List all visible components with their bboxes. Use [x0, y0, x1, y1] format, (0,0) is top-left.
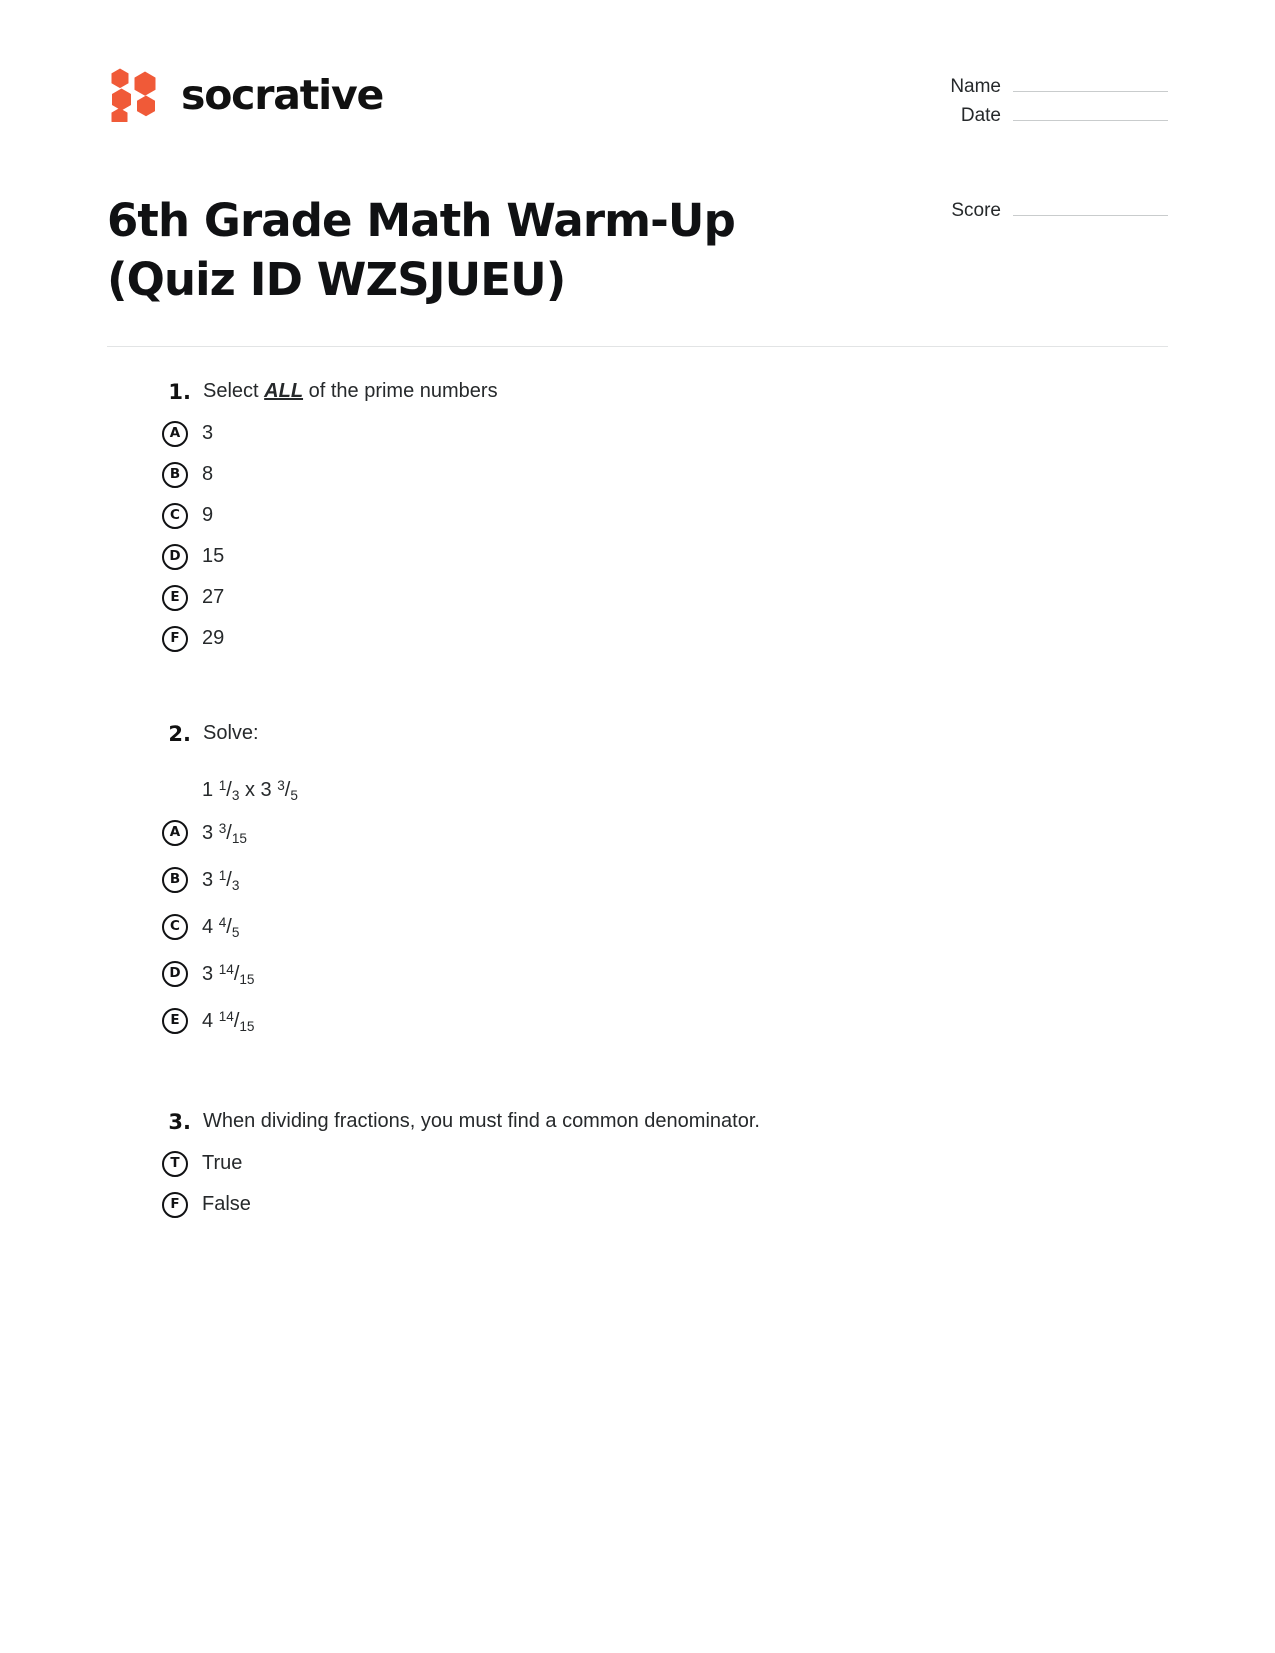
option-row[interactable]: [107, 495, 1168, 536]
question-2-prompt: Solve:: [203, 722, 259, 745]
option-bubble-d[interactable]: D: [162, 961, 188, 987]
whole-2: 3: [260, 778, 272, 801]
option-bubble-e[interactable]: E: [162, 1008, 188, 1034]
numerator: 14: [218, 1008, 234, 1024]
question-2: [107, 719, 1168, 1044]
option-label: [202, 963, 255, 986]
question-2-number: 2.: [168, 722, 191, 747]
option-bubble-a[interactable]: A: [162, 421, 188, 447]
whole: 3: [202, 868, 214, 891]
score-row: [916, 196, 1168, 225]
option-bubble-f[interactable]: F: [162, 626, 188, 652]
question-3: [107, 1107, 1168, 1225]
option-label: 15: [202, 545, 225, 568]
option-row[interactable]: [107, 998, 1168, 1045]
option-bubble-true[interactable]: T: [162, 1151, 188, 1177]
question-3-prompt: When dividing fractions, you must find a common denominator.: [203, 1109, 760, 1132]
denominator: 5: [231, 924, 240, 940]
brand-name: socrative: [181, 70, 384, 119]
numerator: 1: [218, 867, 227, 883]
denominator: 15: [239, 971, 255, 987]
whole: 3: [202, 962, 214, 985]
option-bubble-a[interactable]: A: [162, 820, 188, 846]
option-bubble-b[interactable]: B: [162, 867, 188, 893]
question-3-header: [107, 1107, 1168, 1137]
option-row[interactable]: [107, 1184, 1168, 1225]
option-row[interactable]: [107, 577, 1168, 618]
option-label: [202, 1010, 255, 1033]
question-2-header: [107, 719, 1168, 749]
option-row[interactable]: [107, 810, 1168, 857]
option-label: 8: [202, 463, 214, 486]
option-bubble-e[interactable]: E: [162, 585, 188, 611]
denominator: 3: [231, 877, 240, 893]
numerator: 14: [218, 961, 234, 977]
fraction-slash: /: [226, 868, 232, 891]
option-bubble-c[interactable]: C: [162, 503, 188, 529]
fraction-slash: /: [226, 778, 232, 801]
question-1-number: 1.: [168, 379, 191, 404]
option-label: 9: [202, 504, 214, 527]
question-2-options: [107, 810, 1168, 1045]
expression-operator: x: [244, 778, 255, 801]
option-label: 3: [202, 422, 214, 445]
header-divider: [107, 346, 1168, 347]
page-title: 6th Grade Math Warm-Up (Quiz ID WZSJUEU): [107, 194, 735, 307]
question-3-number: 3.: [168, 1109, 191, 1134]
whole-1: 1: [202, 778, 214, 801]
numerator: 3: [218, 820, 227, 836]
date-input-line[interactable]: [1013, 101, 1168, 121]
score-input-line[interactable]: [1013, 196, 1168, 216]
name-label: Name: [950, 76, 1001, 97]
option-bubble-b[interactable]: B: [162, 462, 188, 488]
option-label: 29: [202, 627, 225, 650]
option-label: True: [202, 1152, 243, 1175]
whole: 3: [202, 821, 214, 844]
option-label: 27: [202, 586, 225, 609]
option-row[interactable]: [107, 413, 1168, 454]
numerator-1: 1: [218, 777, 227, 793]
option-row[interactable]: [107, 454, 1168, 495]
option-label: [202, 869, 239, 892]
option-row[interactable]: [107, 904, 1168, 951]
question-1-header: [107, 377, 1168, 407]
fraction-slash: /: [226, 821, 232, 844]
prompt-part-after: of the prime numbers: [303, 379, 498, 402]
whole: 4: [202, 915, 214, 938]
question-1: [107, 377, 1168, 659]
fraction-slash: /: [284, 778, 291, 801]
question-1-prompt: [203, 377, 498, 406]
prompt-part-before: Select: [203, 379, 265, 402]
option-row[interactable]: [107, 951, 1168, 998]
question-3-options: [107, 1143, 1168, 1225]
option-bubble-false[interactable]: F: [162, 1192, 188, 1218]
option-bubble-c[interactable]: C: [162, 914, 188, 940]
questions-list: [0, 377, 1275, 1225]
option-label: [202, 822, 247, 845]
question-2-expression: [107, 776, 1168, 804]
option-row[interactable]: [107, 1143, 1168, 1184]
numerator: 4: [218, 914, 227, 930]
prompt-emphasis: ALL: [264, 379, 304, 402]
fraction-slash: /: [233, 1009, 240, 1032]
whole: 4: [202, 1009, 214, 1032]
option-bubble-d[interactable]: D: [162, 544, 188, 570]
numerator-2: 3: [277, 777, 285, 793]
fraction-slash: /: [226, 915, 232, 938]
fraction-slash: /: [233, 962, 240, 985]
question-1-options: [107, 413, 1168, 659]
expression-operand-2: [261, 779, 298, 801]
expression-operand-1: [202, 779, 239, 801]
denominator: 15: [239, 1018, 255, 1034]
date-label: Date: [960, 105, 1001, 126]
student-info-block: [916, 58, 1168, 225]
option-label: [202, 916, 239, 939]
socrative-hexagon-logo-icon: [107, 68, 165, 122]
name-row: [916, 72, 1168, 101]
option-row[interactable]: [107, 536, 1168, 577]
score-label: Score: [951, 200, 1001, 221]
option-label: False: [202, 1193, 251, 1216]
option-row[interactable]: [107, 857, 1168, 904]
denominator-1: 3: [231, 787, 240, 803]
denominator: 15: [231, 830, 247, 846]
name-input-line[interactable]: [1013, 72, 1168, 92]
date-row: [916, 101, 1168, 130]
option-row[interactable]: [107, 618, 1168, 659]
socrative-brand: [107, 68, 383, 122]
denominator-2: 5: [290, 787, 298, 803]
